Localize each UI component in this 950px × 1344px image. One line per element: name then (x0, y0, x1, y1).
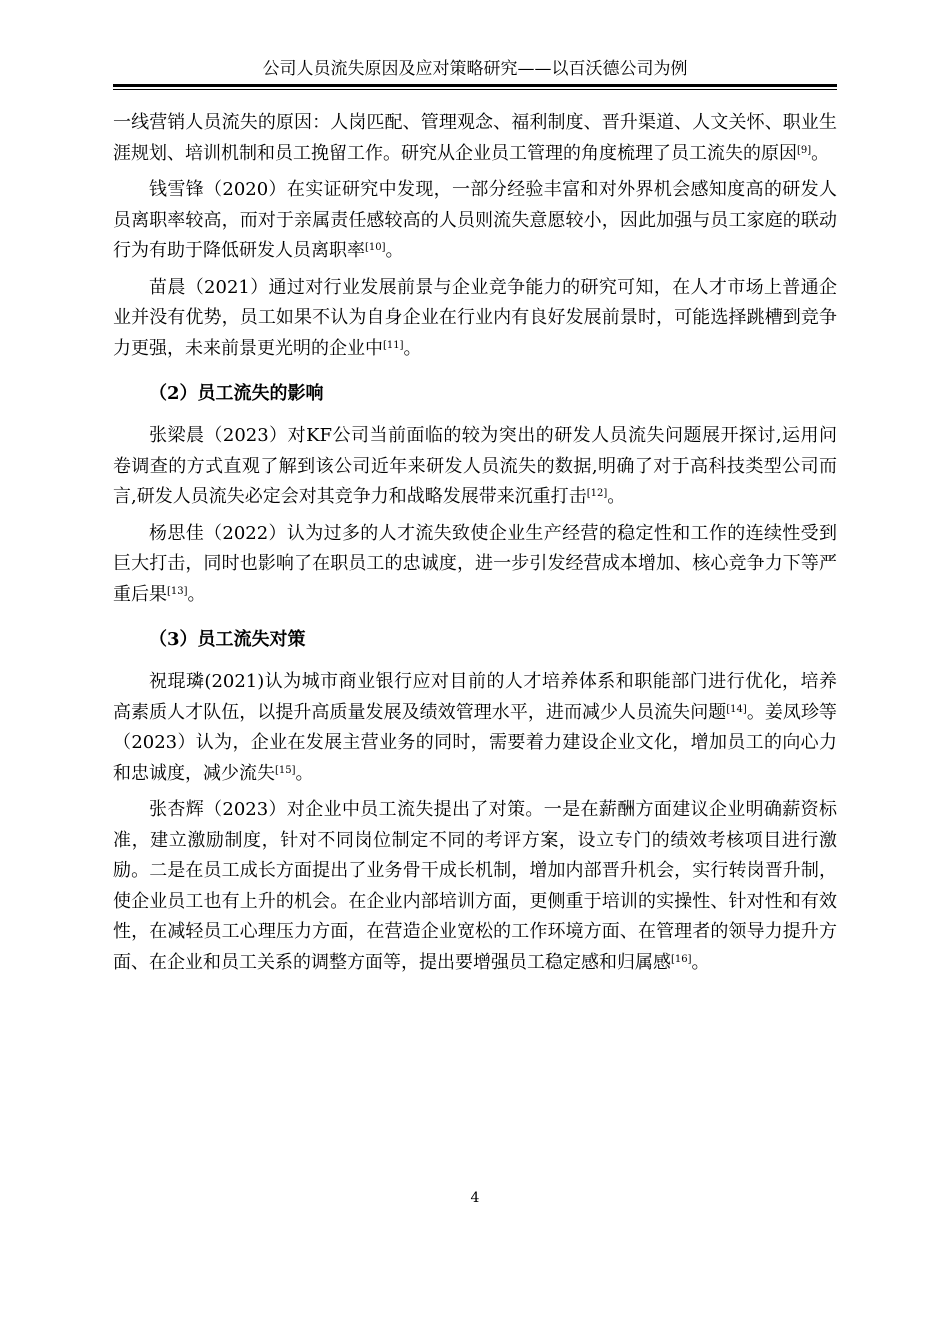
header-rule-thin (113, 89, 837, 90)
citation[interactable]: [14] (726, 703, 747, 715)
citation[interactable]: [11] (383, 339, 404, 351)
citation[interactable]: [15] (275, 764, 296, 776)
paragraph-zhang-liangchen: 张梁晨（2023）对KF公司当前面临的较为突出的研发人员流失问题展开探讨,运用问卷调查的方式直观了解到该公司近年来研发人员流失的数据,明确了对于高科技类型公司而言,研发人员流失必定会对其竞争力和战略发展带来沉重打击[12]。 (113, 425, 837, 507)
citation[interactable]: [9] (797, 144, 812, 156)
paragraph-zhang-xinghui: 张杏辉（2023）对企业中员工流失提出了对策。一是在薪酬方面建议企业明确薪资标准，建立激励制度，针对不同岗位制定不同的考评方案，设立专门的绩效考核项目进行激励。二是在员工成长方面提出了业务骨干成长机制，增加内部晋升机会，实行转岗晋升制，使企业员工也有上升的机会。在企业内部培训方面，更侧重于培训的实操性、针对性和有效性，在减轻员工心理压力方面，在营造企业宽松的工作环境方面、在管理者的领导力提升方面、在企业和员工关系的调整方面等，提出要增强员工稳定感和归属感[16]。 (113, 799, 837, 973)
page-number: 4 (470, 1190, 480, 1206)
section-heading-impact: （2）员工流失的影响 (149, 383, 324, 404)
section-heading-countermeasures: （3）员工流失对策 (149, 629, 306, 650)
paragraph-miao: 苗晨（2021）通过对行业发展前景与企业竞争能力的研究可知，在人才市场上普通企业并没有优势，员工如果不认为自身企业在行业内有良好发展前景时，可能选择跳槽到竞争力更强，未来前景更光明的企业中[11]。 (113, 276, 837, 359)
citation[interactable]: [12] (586, 488, 608, 499)
paragraph-yang: 杨思佳（2022）认为过多的人才流失致使企业生产经营的稳定性和工作的连续性受到巨大打击，同时也影响了在职员工的忠诚度，进一步引发经营成本增加、核心竞争力下等严重后果[13]。 (113, 522, 837, 605)
paragraph-loss-causes: 一线营销人员流失的原因：人岗匹配、管理观念、福利制度、晋升渠道、人文关怀、职业生涯规划、培训机制和员工挽留工作。研究从企业员工管理的角度梳理了员工流失的原因[9]。 (113, 112, 837, 164)
citation[interactable]: [10] (365, 242, 386, 253)
header-rule-thick (113, 84, 837, 87)
paragraph-zhu-jiang: 祝琨璘(2021)认为城市商业银行应对目前的人才培养体系和职能部门进行优化，培养高素质人才队伍，以提升高质量发展及绩效管理水平，进而减少人员流失问题[14]。姜凤珍等（2023）认为，企业在发展主营业务的同时，需要着力建设企业文化，增加员工的向心力和忠诚度，减少流失[15]。 (113, 671, 838, 784)
citation[interactable]: [13] (167, 585, 188, 597)
body-text (113, 108, 837, 978)
running-header: 公司人员流失原因及应对策略研究——以百沃德公司为例 (262, 59, 688, 79)
citation[interactable]: [16] (671, 953, 692, 965)
paragraph-qian: 钱雪锋（2020）在实证研究中发现，一部分经验丰富和对外界机会感知度高的研发人员离职率较高，而对于亲属责任感较高的人员则流失意愿较小，因此加强与员工家庭的联动行为有助于降低研发人员离职率[10]。 (113, 179, 837, 261)
